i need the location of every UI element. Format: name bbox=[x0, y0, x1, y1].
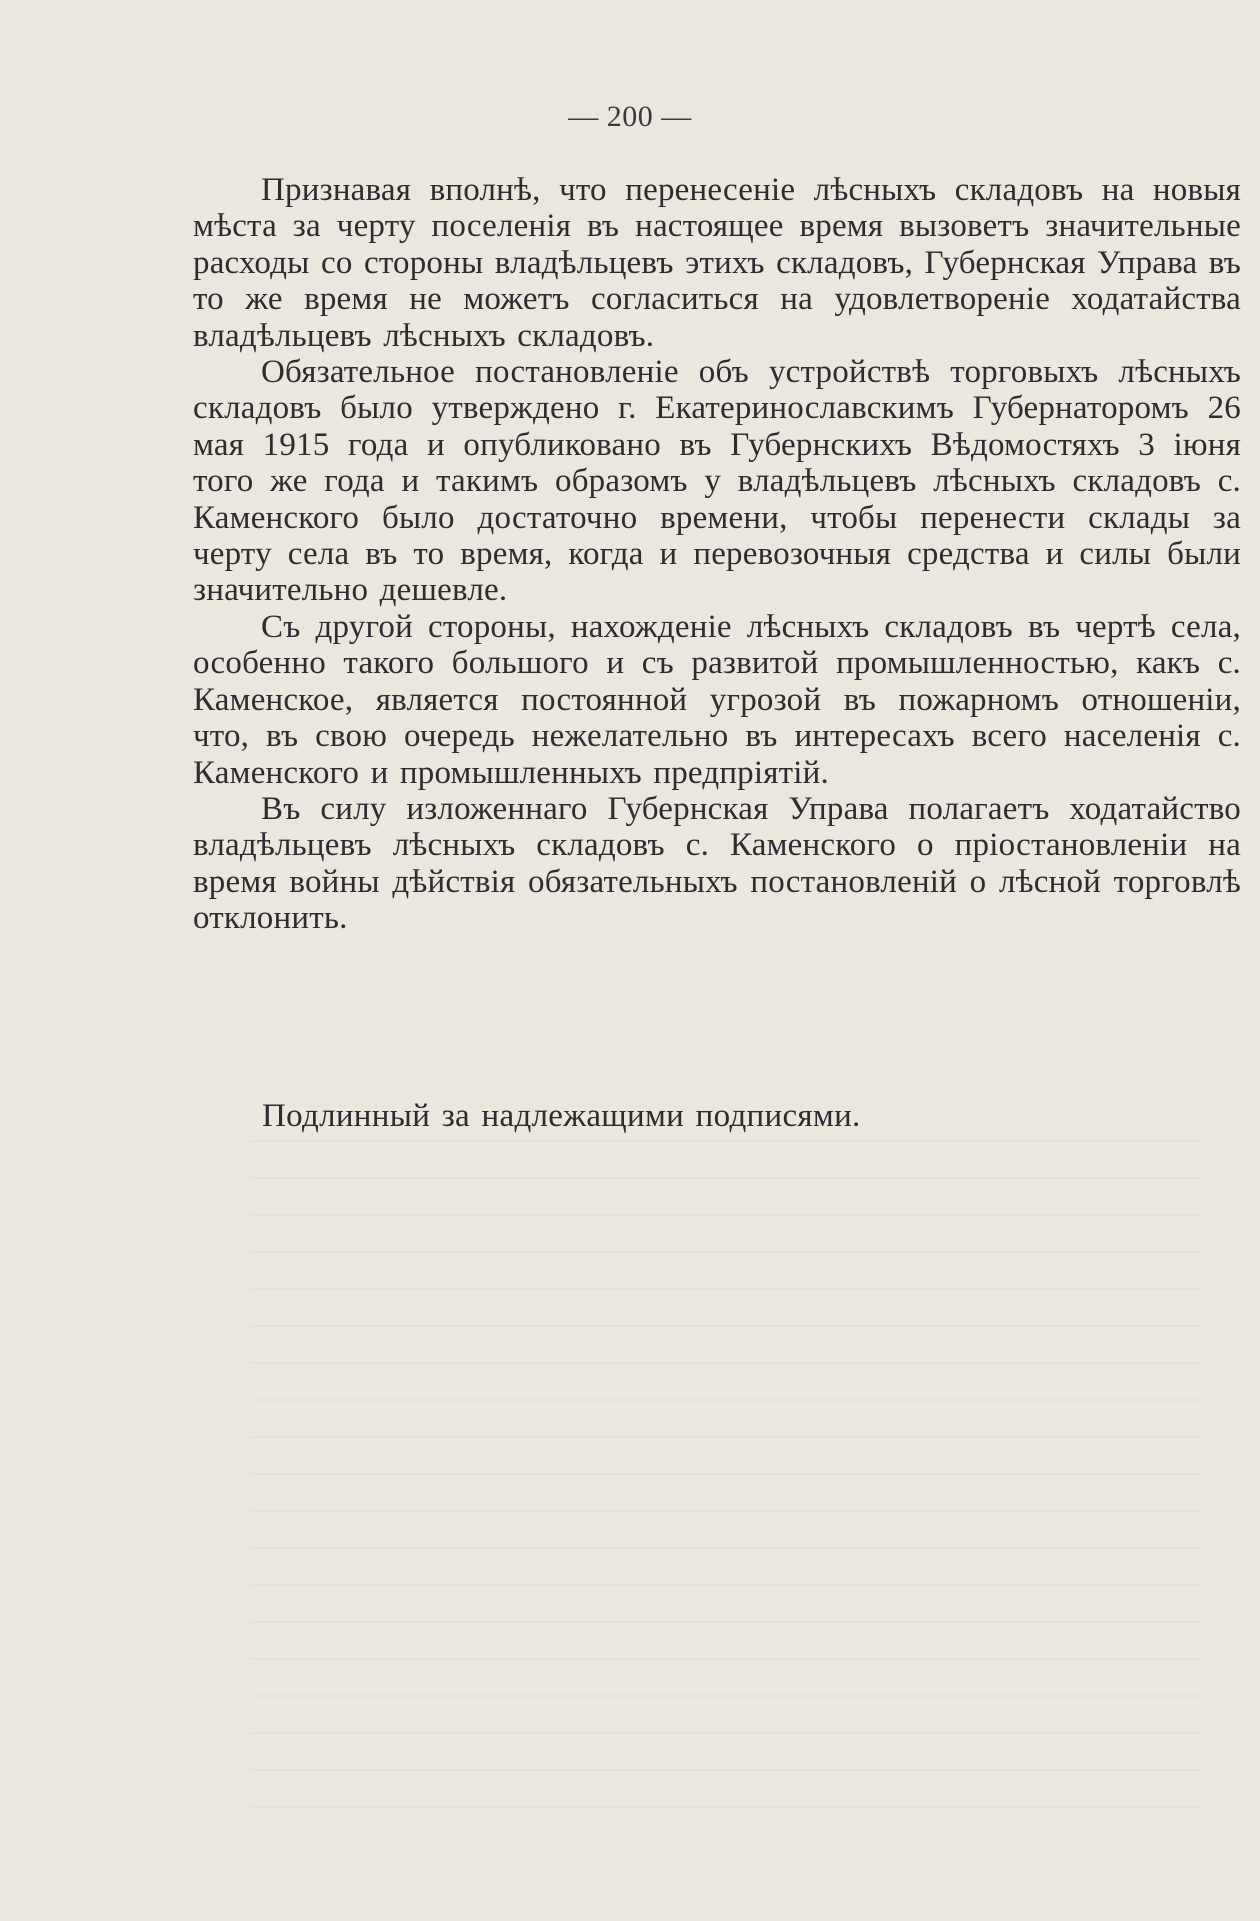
signature-line: Подлинный за надлежащими подписями. bbox=[262, 1098, 861, 1134]
paragraph-3: Съ другой стороны, нахожденіе лѣсныхъ складовъ въ чертѣ села, особенно такого большого и съ развитой промышленностью, какъ с. Каменское, является постоянной угрозой въ пожарномъ отношеніи, что, въ свою очередь нежелательно въ интересахъ всего населенія с. Каменского и промышленныхъ предпріятій. bbox=[193, 608, 1241, 791]
paragraph-4: Въ силу изложеннаго Губернская Управа полагаетъ ходатайство владѣльцевъ лѣсныхъ складовъ с. Каменского о пріостановленіи на время войны дѣйствія обязательныхъ постановленій о лѣсной торговлѣ отклонить. bbox=[193, 790, 1241, 937]
paragraph-1: Признавая вполнѣ, что перенесеніе лѣсныхъ складовъ на новыя мѣста за черту поселенія въ настоящее время вызоветъ значительные расходы со стороны владѣльцевъ этихъ складовъ, Губернская Управа въ то же время не можетъ согласиться на удовлетвореніе ходатайства владѣльцевъ лѣсныхъ складовъ. bbox=[193, 172, 1241, 354]
paragraph-2: Обязательное постановленіе объ устройствѣ торговыхъ лѣсныхъ складовъ было утверждено г. Екатеринославскимъ Губернаторомъ 26 мая 1915 года и опубликовано въ Губернскихъ Вѣдомостяхъ 3 іюня того же года и такимъ образомъ у владѣльцевъ лѣсныхъ складовъ с. Каменского было достаточно времени, чтобы перенести склады за черту села въ то время, когда и перевозочныя средства и силы были значительно дешевле. bbox=[193, 354, 1241, 609]
body-text bbox=[193, 172, 1241, 937]
bleed-through-texture bbox=[250, 1140, 1200, 1840]
page-number: — 200 — bbox=[568, 100, 692, 133]
